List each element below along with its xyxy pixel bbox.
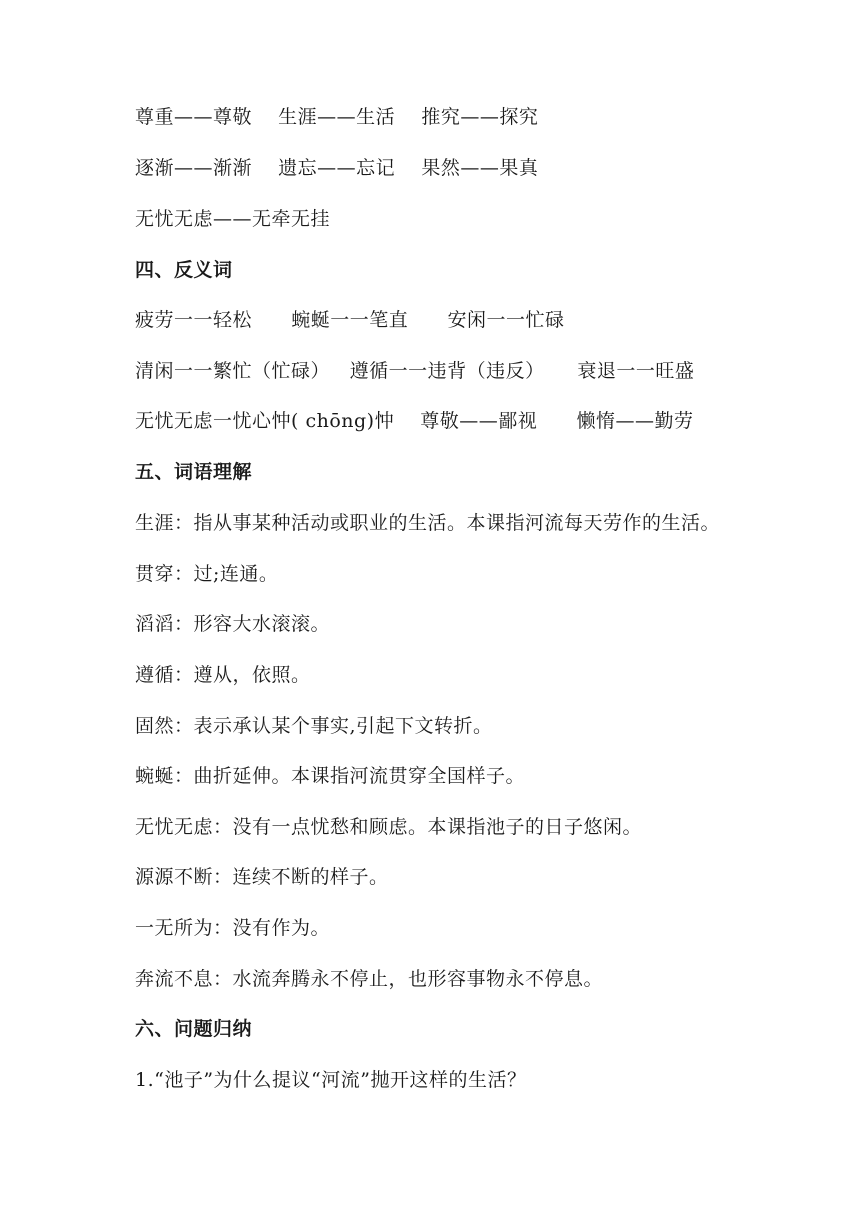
vocabulary-item: 无忧无虑：没有一点忧愁和顾虑。本课指池子的日子悠闲。 [135, 816, 643, 838]
vocabulary-item: 遵循：遵从，依照。 [135, 664, 311, 686]
vocabulary-item: 固然：表示承认某个事实,引起下文转折。 [135, 715, 493, 737]
questions-heading: 六、问题归纳 [135, 1018, 253, 1040]
vocabulary-heading: 五、词语理解 [135, 461, 253, 483]
synonym-row-1: 尊重——尊敬 生涯——生活 推究——探究 [135, 106, 539, 128]
synonym-row-2: 逐渐——渐渐 遗忘——忘记 果然——果真 [135, 157, 539, 179]
synonym-row-3: 无忧无虑——无牵无挂 [135, 208, 331, 230]
vocabulary-item: 奔流不息：水流奔腾永不停止，也形容事物永不停息。 [135, 968, 604, 990]
vocabulary-item: 一无所为：没有作为。 [135, 917, 331, 939]
vocabulary-item: 滔滔：形容大水滚滚。 [135, 613, 331, 635]
antonym-row-2: 清闲一一繁忙（忙碌） 遵循一一违背（违反） 衰退一一旺盛 [135, 360, 695, 382]
vocabulary-item: 源源不断：连续不断的样子。 [135, 866, 389, 888]
vocabulary-item: 生涯：指从事某种活动或职业的生活。本课指河流每天劳作的生活。 [135, 512, 721, 534]
vocabulary-item: 贯穿：过;连通。 [135, 563, 279, 585]
antonym-row-3: 无忧无虑一忧心忡( chōng)忡 尊敬——鄙视 懒惰——勤劳 [135, 410, 694, 432]
antonym-row-1: 疲劳一一轻松 蜿蜒一一笔直 安闲一一忙碌 [135, 309, 565, 331]
vocabulary-item: 蜿蜒：曲折延伸。本课指河流贯穿全国样子。 [135, 765, 526, 787]
question-item: 1.“池子”为什么提议“河流”抛开这样的生活？ [135, 1069, 527, 1091]
antonyms-heading: 四、反义词 [135, 259, 233, 281]
